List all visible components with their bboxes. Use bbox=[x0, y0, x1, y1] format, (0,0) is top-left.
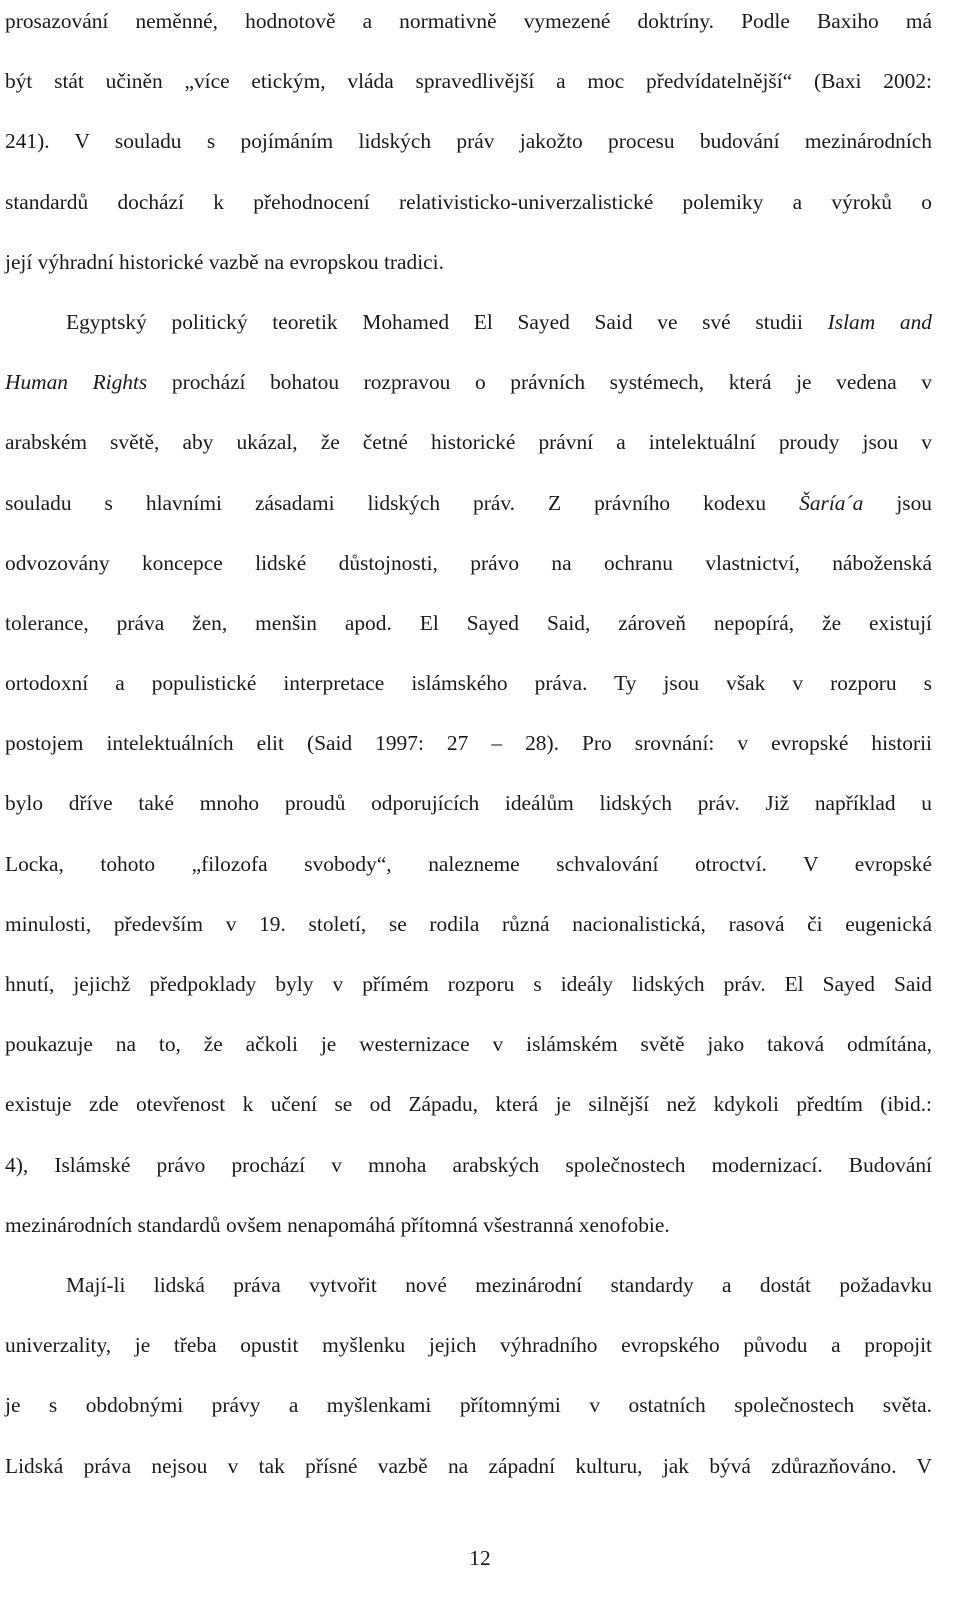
text-run: prosazování neměnné, hodnotově a normativně vymezené doktríny. Podle Baxiho má bbox=[5, 9, 932, 33]
paragraph bbox=[5, 1255, 932, 1496]
text-run: existuje zde otevřenost k učení se od Západu, která je silnější než kdykoli předtím (ibid.: bbox=[5, 1092, 932, 1117]
text-line bbox=[5, 51, 932, 111]
text-line bbox=[5, 1436, 932, 1496]
text-run: 4), Islámské právo prochází v mnoha arabských společnostech modernizací. Budování bbox=[5, 1152, 932, 1177]
text-run: 241). V souladu s pojímáním lidských práv jakožto procesu budování mezinárodních bbox=[5, 129, 932, 154]
text-line bbox=[5, 412, 932, 472]
text-line bbox=[5, 653, 932, 713]
text-run: bylo dříve také mnoho proudů odporujících ideálům lidských práv. Již například u bbox=[5, 791, 932, 816]
text-run: je s obdobnými právy a myšlenkami přítomnými v ostatních společnostech světa. bbox=[5, 1393, 932, 1418]
text-run: Egyptský politický teoretik Mohamed El Sayed Said ve své studii bbox=[66, 309, 828, 334]
text-run: hnutí, jejichž předpoklady byly v přímém rozporu s ideály lidských práv. El Sayed Said bbox=[5, 972, 932, 996]
paragraph bbox=[5, 0, 932, 292]
text-run: mezinárodních standardů ovšem nenapomáhá přítomná všestranná xenofobie. bbox=[5, 1212, 670, 1237]
text-line bbox=[5, 1014, 932, 1074]
text-line bbox=[5, 1074, 932, 1134]
text-run: postojem intelektuálních elit (Said 1997: 27 – 28). Pro srovnání: v evropské historii bbox=[5, 731, 932, 756]
italic-text-run: Šaría´a bbox=[799, 490, 864, 515]
text-run: prochází bohatou rozpravou o právních systémech, která je vedena v bbox=[147, 370, 933, 395]
text-line bbox=[5, 111, 932, 171]
text-run: jsou bbox=[863, 490, 932, 515]
text-run: tolerance, práva žen, menšin apod. El Sayed Said, zároveň nepopírá, že existují bbox=[5, 610, 932, 635]
document-body-text bbox=[5, 0, 932, 1496]
text-line bbox=[5, 0, 932, 51]
text-line bbox=[5, 1195, 932, 1255]
italic-text-run: Human Rights bbox=[5, 370, 148, 395]
text-run: odvozovány koncepce lidské důstojnosti, právo na ochranu vlastnictví, náboženská bbox=[5, 550, 932, 575]
text-run: univerzality, je třeba opustit myšlenku jejich výhradního evropského původu a propojit bbox=[5, 1333, 932, 1358]
text-line bbox=[5, 1255, 932, 1315]
page-number: 12 bbox=[469, 1546, 491, 1570]
text-line bbox=[5, 773, 932, 833]
text-line bbox=[5, 1315, 932, 1375]
text-run: arabském světě, aby ukázal, že četné historické právní a intelektuální proudy jsou v bbox=[5, 430, 932, 455]
text-line bbox=[5, 1375, 932, 1435]
text-line bbox=[5, 954, 932, 1014]
text-run: být stát učiněn „více etickým, vláda spravedlivější a moc předvídatelnější“ (Baxi 2002: bbox=[5, 69, 932, 94]
text-line bbox=[5, 533, 932, 593]
text-run: Lidská práva nejsou v tak přísné vazbě na západní kulturu, jak bývá zdůrazňováno. V bbox=[5, 1453, 932, 1478]
text-line bbox=[5, 292, 932, 352]
text-line bbox=[5, 593, 932, 653]
text-run: souladu s hlavními zásadami lidských práv. Z právního kodexu bbox=[5, 490, 800, 515]
text-line bbox=[5, 232, 932, 292]
text-run: poukazuje na to, že ačkoli je westernizace v islámském světě jako taková odmítána, bbox=[5, 1032, 932, 1057]
text-run: Locka, tohoto „filozofa svobody“, nalezneme schvalování otroctví. V evropské bbox=[5, 851, 932, 876]
text-line bbox=[5, 473, 932, 533]
text-line bbox=[5, 1135, 932, 1195]
text-run: standardů dochází k přehodnocení relativisticko-univerzalistické polemiky a výroků o bbox=[5, 189, 932, 214]
italic-text-run: Islam and bbox=[827, 309, 932, 334]
text-line bbox=[5, 352, 932, 412]
text-line bbox=[5, 172, 932, 232]
text-run: minulosti, především v 19. století, se rodila různá nacionalistická, rasová či eugenická bbox=[5, 911, 932, 936]
paragraph bbox=[5, 292, 932, 1255]
text-run: její výhradní historické vazbě na evropskou tradici. bbox=[5, 249, 444, 274]
text-run: ortodoxní a populistické interpretace islámského práva. Ty jsou však v rozporu s bbox=[5, 671, 932, 696]
text-line bbox=[5, 834, 932, 894]
text-line bbox=[5, 713, 932, 773]
text-run: Mají-li lidská práva vytvořit nové mezinárodní standardy a dostát požadavku bbox=[66, 1272, 932, 1297]
text-line bbox=[5, 894, 932, 954]
